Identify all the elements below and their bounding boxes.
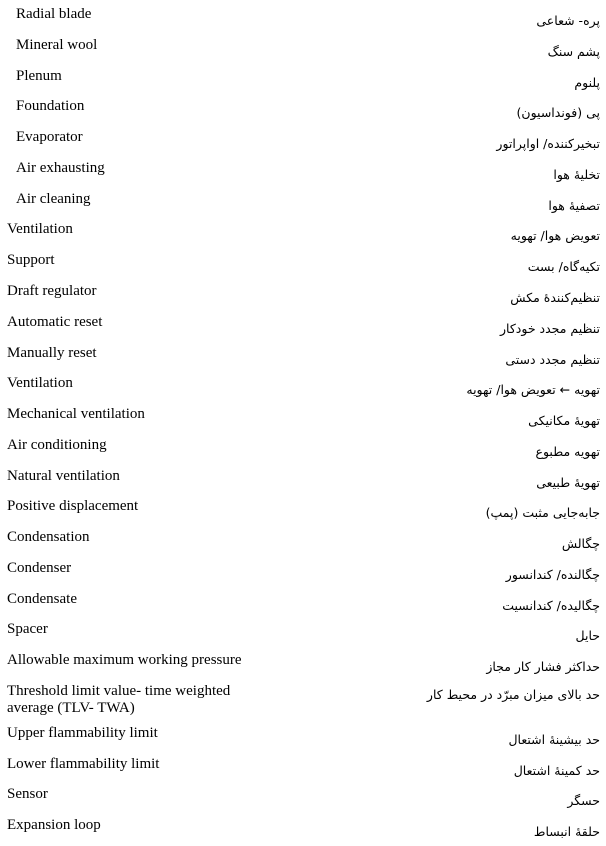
glossary-row [0, 498, 606, 528]
english-term: Expansion loop [7, 817, 101, 833]
persian-term: تهویه مطبوع [535, 444, 600, 459]
persian-term: حد بیشینهٔ اشتعال [508, 732, 600, 747]
glossary-row [0, 68, 606, 98]
english-term: Air exhausting [16, 160, 105, 176]
english-term: Manually reset [7, 345, 97, 361]
persian-term: حداکثر فشار کار مجاز [486, 659, 600, 674]
glossary-row [0, 683, 606, 725]
glossary-row [0, 437, 606, 467]
english-term: Mechanical ventilation [7, 406, 145, 422]
english-term: Allowable maximum working pressure [7, 652, 242, 668]
persian-term: پی (فونداسیون) [516, 105, 600, 120]
persian-term: چگالیده/ کندانسیت [502, 598, 600, 613]
persian-term: تبخیرکننده/ اواپراتور [496, 136, 600, 151]
persian-term: چگالنده/ کندانسور [505, 567, 600, 582]
english-term: Plenum [16, 68, 62, 84]
persian-term: تهویه ← تعویض هوا/ تهویه [466, 382, 600, 397]
glossary-row [0, 468, 606, 498]
english-term: Automatic reset [7, 314, 103, 330]
persian-term: حد بالای میزان مبرّد در محیط کار [426, 687, 600, 702]
persian-term: حلقهٔ انبساط [533, 824, 600, 839]
persian-term: تنظیم مجدد دستی [505, 352, 600, 367]
persian-term: تعویض هوا/ تهویه [510, 228, 600, 243]
glossary-row [0, 725, 606, 755]
glossary-row [0, 129, 606, 159]
persian-term: تهویهٔ مکانیکی [528, 413, 600, 428]
persian-term: تکیه‌گاه/ بست [527, 259, 600, 274]
glossary-row [0, 160, 606, 190]
glossary-row [0, 98, 606, 128]
glossary-row [0, 406, 606, 436]
english-term: Ventilation [7, 221, 73, 237]
glossary-row [0, 786, 606, 816]
english-term: Condensate [7, 591, 77, 607]
english-term: Positive displacement [7, 498, 139, 514]
english-term: Sensor [7, 786, 48, 802]
glossary-row [0, 252, 606, 282]
english-term: Support [7, 252, 55, 268]
english-term: Radial blade [16, 6, 92, 22]
glossary-row [0, 591, 606, 621]
persian-term: تنظیم‌کنندهٔ مکش [510, 290, 600, 305]
english-term: Air cleaning [16, 191, 91, 207]
glossary-row [0, 529, 606, 559]
glossary-row [0, 756, 606, 786]
glossary-row [0, 191, 606, 221]
english-term: Natural ventilation [7, 468, 120, 484]
english-term: Lower flammability limit [7, 756, 160, 772]
glossary-row [0, 37, 606, 67]
persian-term: چگالش [561, 536, 600, 551]
glossary-row [0, 221, 606, 251]
persian-term: حد کمینهٔ اشتعال [513, 763, 600, 778]
persian-term: حسگر [567, 793, 600, 808]
persian-term: پشم سنگ [547, 44, 600, 59]
persian-term: تنظیم مجدد خودکار [500, 321, 600, 336]
english-term: Condenser [7, 560, 72, 576]
glossary-row [0, 345, 606, 375]
english-term: Threshold limit value- time weighted average (TLV- TWA) [7, 683, 231, 716]
english-term: Air conditioning [7, 437, 107, 453]
glossary-row [0, 283, 606, 313]
english-term: Upper flammability limit [7, 725, 158, 741]
english-term: Mineral wool [16, 37, 98, 53]
glossary-row [0, 560, 606, 590]
english-term: Condensation [7, 529, 90, 545]
english-term: Evaporator [16, 129, 83, 145]
persian-term: حایل [575, 628, 600, 643]
glossary-row [0, 314, 606, 344]
persian-term: تصفیهٔ هوا [548, 198, 600, 213]
glossary-row [0, 6, 606, 36]
persian-term: تخلیهٔ هوا [553, 167, 600, 182]
glossary-row [0, 621, 606, 651]
persian-term: پلنوم [574, 75, 600, 90]
english-term: Spacer [7, 621, 48, 637]
glossary-row [0, 375, 606, 405]
english-term: Draft regulator [7, 283, 97, 299]
persian-term: جابه‌جایی مثبت (پمپ) [485, 505, 600, 520]
glossary-row [0, 652, 606, 682]
persian-term: تهویهٔ طبیعی [536, 475, 600, 490]
persian-term: پره- شعاعی [536, 13, 600, 28]
english-term: Ventilation [7, 375, 73, 391]
glossary-row [0, 817, 606, 846]
english-term: Foundation [16, 98, 85, 114]
